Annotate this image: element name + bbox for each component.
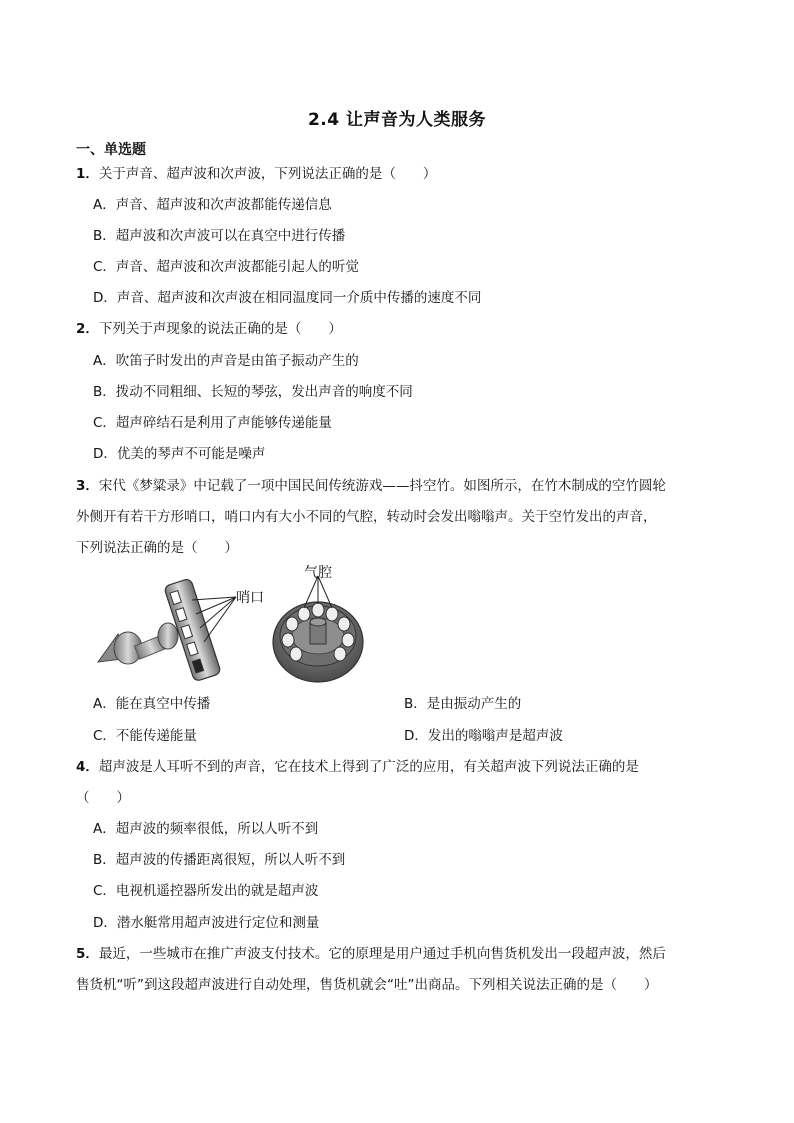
question-4-stem-line-1: 4．超声波是人耳听不到的声音，它在技术上得到了广泛的应用，有关超声波下列说法正确的是 bbox=[76, 759, 639, 775]
question-3-stem-line-2: 外侧开有若干方形哨口，哨口内有大小不同的气腔，转动时会发出嗡嗡声。关于空竹发出的声音， bbox=[76, 509, 657, 525]
question-1-stem: 1．关于声音、超声波和次声波，下列说法正确的是（ ） bbox=[76, 166, 437, 182]
question-3-option-d: D．发出的嗡嗡声是超声波 bbox=[404, 728, 563, 744]
question-5-stem-line-1: 5．最近，一些城市在推广声波支付技术。它的原理是用户通过手机向售货机发出一段超声波，然后 bbox=[76, 946, 666, 962]
question-1-option-d: D．声音、超声波和次声波在相同温度同一介质中传播的速度不同 bbox=[93, 290, 482, 306]
question-2-option-b: B．拨动不同粗细、长短的琴弦，发出声音的响度不同 bbox=[93, 384, 413, 400]
question-number: 1． bbox=[76, 166, 99, 182]
question-number: 4． bbox=[76, 759, 99, 775]
question-3-option-b: B．是由振动产生的 bbox=[404, 696, 522, 712]
section-heading: 一、单选题 bbox=[76, 142, 146, 158]
question-2-stem: 2．下列关于声现象的说法正确的是（ ） bbox=[76, 321, 342, 337]
question-4-option-d: D．潜水艇常用超声波进行定位和测量 bbox=[93, 915, 320, 931]
cavity-label: 气腔 bbox=[304, 565, 332, 581]
question-4-stem-line-2: （ ） bbox=[76, 790, 130, 806]
question-1-option-c: C．声音、超声波和次声波都能引起人的听觉 bbox=[93, 259, 359, 275]
question-number: 2． bbox=[76, 321, 99, 337]
question-5-stem-line-2: 售货机“听”到这段超声波进行自动处理，售货机就会“吐”出商品。下列相关说法正确的是（ ） bbox=[76, 977, 658, 993]
question-1-option-b: B．超声波和次声波可以在真空中进行传播 bbox=[93, 228, 346, 244]
diabolo-top-view bbox=[273, 576, 363, 682]
question-number: 5． bbox=[76, 946, 99, 962]
diabolo-figure bbox=[96, 562, 396, 686]
question-3-option-c: C．不能传递能量 bbox=[93, 728, 197, 744]
question-4-option-b: B．超声波的传播距离很短，所以人听不到 bbox=[93, 852, 346, 868]
question-3-stem-line-3: 下列说法正确的是（ ） bbox=[76, 540, 238, 556]
question-4-option-c: C．电视机遥控器所发出的就是超声波 bbox=[93, 883, 319, 899]
question-2-option-a: A．吹笛子时发出的声音是由笛子振动产生的 bbox=[93, 353, 359, 369]
question-2-option-d: D．优美的琴声不可能是噪声 bbox=[93, 446, 266, 462]
question-3-stem-line-1: 3．宋代《梦粱录》中记载了一项中国民间传统游戏——抖空竹。如图所示，在竹木制成的空竹圆轮 bbox=[76, 478, 666, 494]
question-number: 3． bbox=[76, 478, 99, 494]
question-3-option-a: A．能在真空中传播 bbox=[93, 696, 211, 712]
diabolo-illustration bbox=[96, 562, 396, 686]
whistle-label: 哨口 bbox=[236, 590, 264, 606]
question-1-option-a: A．声音、超声波和次声波都能传递信息 bbox=[93, 197, 332, 213]
diabolo-side-view bbox=[98, 578, 236, 682]
page-title: 2.4 让声音为人类服务 bbox=[307, 110, 487, 130]
question-4-option-a: A．超声波的频率很低，所以人听不到 bbox=[93, 821, 319, 837]
question-2-option-c: C．超声碎结石是利用了声能够传递能量 bbox=[93, 415, 332, 431]
